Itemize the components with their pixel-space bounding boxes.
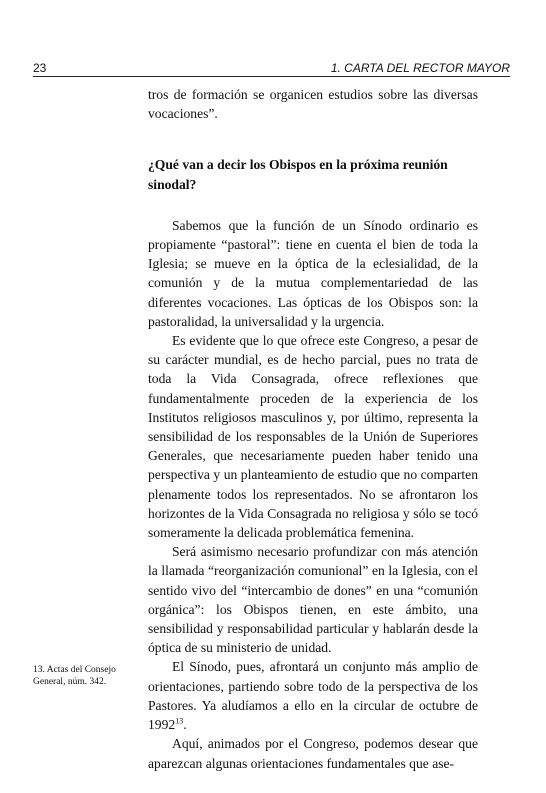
paragraph-4 [148,657,478,734]
footnote-ref: 13 [175,716,184,726]
spacer [148,206,478,216]
paragraph-2: Es evidente que lo que ofrece este Congreso, a pesar de su carácter mundial, es de hecho parcial, pues no trata de toda la Vida Consagrada, ofrece reflexiones que fundamentalmente proceden de la experiencia de los Institutos religiosos masculinos y, por último, representa la sensibilidad de los responsables de la Unión de Superiores Generales, que necesariamente pueden haber tenido una perspectiva y un planteamiento de estudio que no comparten plenamente todos los representados. No se afrontaron los horizontes de la Vida Consagrada no religiosa y sólo se tocó someramente la delicada problemática femenina. [148,333,478,541]
paragraph-continued: tros de formación se organicen estudios sobre las diversas vocaciones”. [148,87,478,122]
section-heading: ¿Qué van a decir los Obispos en la próxima reunión sinodal? [148,157,448,192]
paragraph-4-text: El Sínodo, pues, afrontará un conjunto más amplio de orientaciones, partiendo sobre todo de la perspectiva de los Pastores. Ya aludíamos a ello en la circular de octubre de 1992 [148,659,478,733]
page-number: 23 [33,61,47,75]
paragraph-1: Sabemos que la función de un Sínodo ordinario es propiamente “pastoral”: tiene en cuenta el bien de toda la Iglesia; se mueve en la óptica de la eclesialidad, de la comunión y de la mutua complementariedad de las diferentes vocaciones. Las ópticas de los Obispos son: la pastoralidad, la universalidad y la urgencia. [148,217,478,329]
running-head: 1. CARTA DEL RECTOR MAYOR [330,61,510,75]
paragraph-4-end: . [183,717,187,733]
paragraph-3: Será asimismo necesario profundizar con más atención la llamada “reorganización comunional” en la Iglesia, con el sentido vivo del “intercambio de dones” en una “comunión orgánica”: los Obispos tienen, en este ámbito, una sensibilidad y responsabilidad particular y hablarán desde la óptica de su ministerio de unidad. [148,544,478,656]
paragraph-5: Aquí, animados por el Congreso, podemos desear que aparezcan algunas orientaciones fundamentales que ase- [148,736,478,771]
margin-footnote: 13. Actas del Consejo General, núm. 342. [33,665,116,687]
header-rule [33,76,510,77]
body-text [148,85,478,773]
